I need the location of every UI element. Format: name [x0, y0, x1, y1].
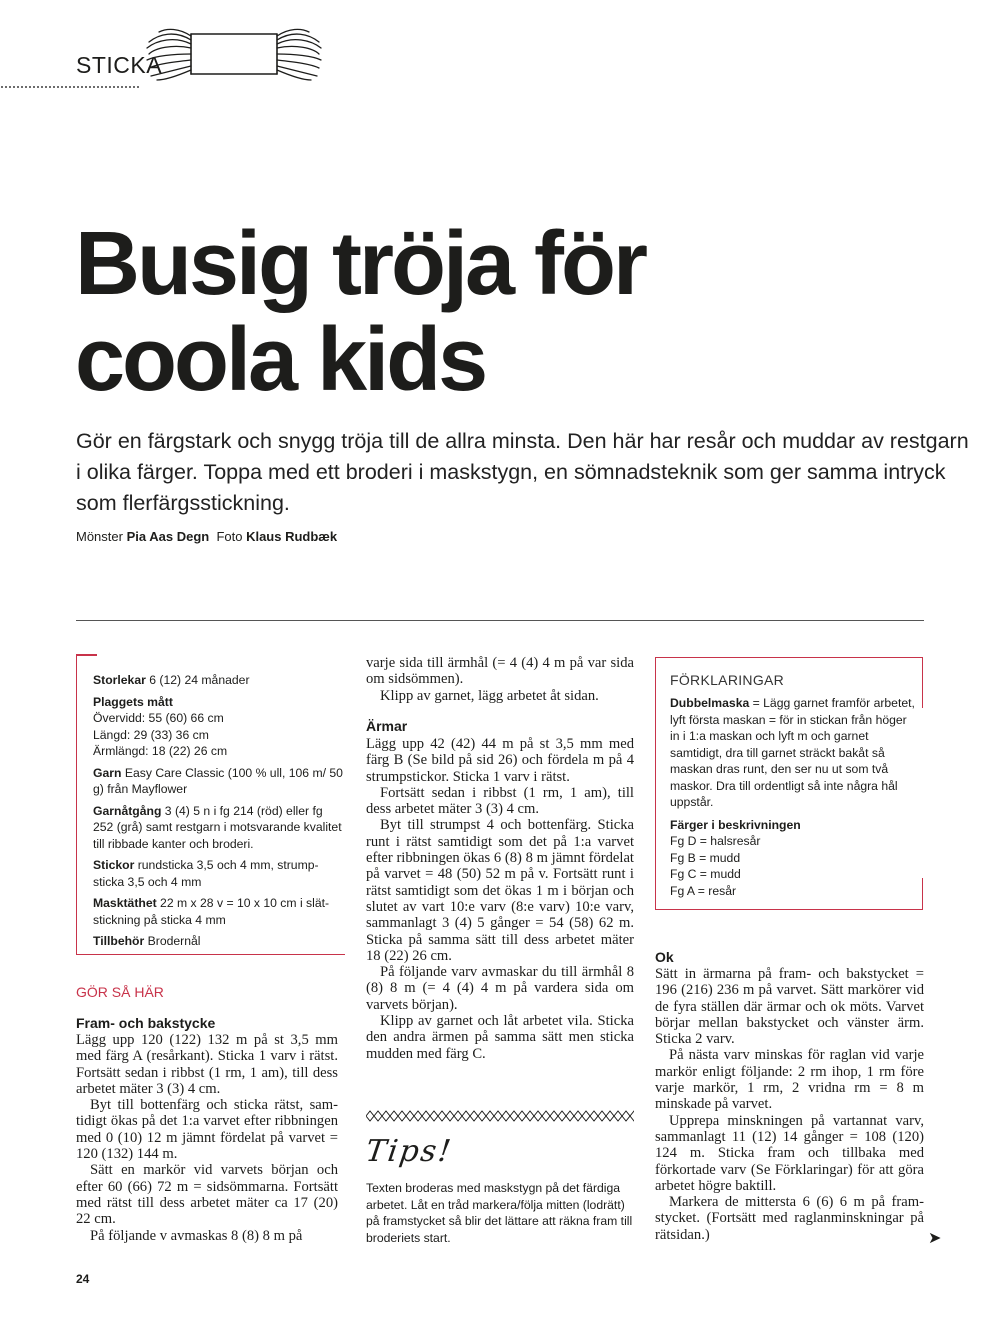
paragraph: varje sida till ärmhål (= 4 (4) 4 m på var sida om sidsömmen). [366, 655, 634, 688]
paragraph: Sätt in ärmarna på fram- och bakstycket = 196 (216) 236 m på varvet. Sätt markörer vid de fyra ställen där ärmar och ok möts. Varvet börjar mellan bakstycket och vänster ärm. Sticka 2 varv. [655, 966, 924, 1048]
zigzag-divider [366, 1109, 634, 1123]
pattern-label: Mönster [76, 529, 123, 544]
pattern-author: Pia Aas Degn [126, 529, 210, 544]
tips-text: Texten broderas med maskstygn på det färdiga arbetet. Låt en tråd markera/följa mitten (lodrätt) på framstycket så blir det lättare att räkna fram till broderiets start. [366, 1181, 633, 1245]
paragraph: Byt till bottenfärg och sticka rätst, samtidigt ökas på det 1:a varvet efter ribbningen med 0 (10) 12 m jämnt fördelat på varvet = 120 (132) 144 m. [76, 1097, 338, 1163]
credits [76, 529, 337, 544]
paragraph: Sätt en markör vid varvets början och efter 60 (66) 72 m = sidsömmarna. Fortsätt med rätst till dess arbetet mäter ca 17 (20) 22 cm. [76, 1162, 338, 1228]
spec-matt: Plaggets mått Övervidd: 55 (60) 66 cm Längd: 29 (33) 36 cm Ärmlängd: 18 (22) 26 cm [93, 694, 228, 758]
header-dotted-line [0, 85, 140, 89]
spec-stickor: Stickor rundsticka 3,5 och 4 mm, strumpsticka 3,5 och 4 mm [93, 858, 319, 889]
paragraph: På följande v avmaskas 8 (8) 8 m på [90, 1227, 303, 1244]
paragraph: På nästa varv minskas för raglan vid varje markör enligt följande: 2 rm ihop, 1 rm före varje markör, 1 rm, 2 vridna rm = 8 m minskade på varvet. [655, 1047, 924, 1113]
spec-tillbehor: Tillbehör Brodernål [93, 934, 201, 948]
forklaringar-heading: FÖRKLARINGAR [670, 672, 785, 688]
spec-box [93, 672, 343, 955]
forklaringar-box [670, 695, 915, 899]
color-c: Fg C = mudd [670, 867, 741, 881]
spec-masktathet: Masktäthet 22 m x 28 v = 10 x 10 cm i slätstickning på sticka 4 mm [93, 896, 330, 927]
photo-label: Foto [216, 529, 243, 544]
paragraph: Markera de mittersta 6 (6) 6 m på framstycket. (Fortsätt med raglanminskningar på rätsidan.) [655, 1194, 924, 1243]
spec-storlekar: Storlekar 6 (12) 24 månader [93, 673, 250, 687]
article-title [75, 216, 975, 408]
color-d: Fg D = halsresår [670, 834, 761, 848]
title-line-2: coola kids [75, 310, 486, 410]
ok-heading: Ok [655, 949, 674, 965]
farger-heading: Färger i beskrivningen [670, 817, 801, 832]
intro-text: Gör en färgstark och snygg tröja till de allra minsta. Den här har resår och muddar av restgarn i olika färger. Toppa med ett broderi i maskstygn, en sömnadsteknik som ger samma intryck som flerfärgsstickning. [76, 429, 969, 515]
yarn-skein-icon [145, 26, 323, 84]
photo-author: Klaus Rudbæk [246, 529, 338, 544]
paragraph: På följande varv avmaskar du till ärmhål 8 (8) 8 m (= 4 (4) 4 m på vardera sida om varvets början). [366, 964, 634, 1013]
continue-arrow-icon: ➤ [928, 1230, 942, 1247]
color-a: Fg A = resår [670, 883, 737, 898]
column-1-text [76, 1032, 338, 1244]
section-divider [76, 620, 924, 621]
title-line-1: Busig tröja för [75, 214, 646, 314]
column-3-text [655, 966, 924, 1243]
paragraph: Lägg upp 42 (42) 44 m på st 3,5 mm med färg B (Se bild på sid 26) och fördela m på 4 strumpstickor. Sticka 1 varv i rätst. [366, 736, 634, 785]
section-label: STICKA [76, 52, 163, 78]
column-2-top-text [366, 655, 634, 704]
paragraph: Klipp av garnet, lägg arbetet åt sidan. [380, 687, 599, 704]
dubbelmaska-definition: Dubbelmaska = Lägg garnet framför arbetet, lyft första maskan = för in stickan från höger in i 1:a maskan och lyft m och garnet samtidigt, dra till garnet sträckt bakåt så maskan dras runt, den ser nu ut som två maskor. Dra till ordentligt så inte några hål uppstår. [670, 696, 915, 809]
spec-garn: Garn Easy Care Classic (100 % ull, 106 m/ 50 g) från Mayflower [93, 765, 343, 796]
paragraph: Fortsätt sedan i ribbst (1 rm, 1 am), till dess arbetet mäter 3 (3) 4 cm. [366, 784, 634, 818]
tips-heading: Tips! [363, 1134, 455, 1169]
paragraph: Upprepa minskningen på vartannat varv, sammanlagt 11 (12) 14 gånger = 108 (120) 124 m. Sticka fram och tillbaka med förkortade varv (Se Förklaringar) för att göra arbetet högre baktill. [655, 1112, 924, 1194]
paragraph: Byt till strumpst 4 och bottenfärg. Sticka runt i rätst samtidigt som det på 1:a varvet efter ribbningen ökas 6 (8) 8 m jämnt fördelat på varvet = 48 (50) 52 m på v. Fortsätt runt i rätst samtidigt som det ökas 1 m i början och slutet av vart 10:e varv (8:e varv) 10:e varv, sammanlagt 3 (4) 5 gånger = 54 (58) 62 m. Sticka på samma sätt till dess arbetet mäter 18 (22) 26 cm. [366, 817, 634, 964]
armar-heading: Ärmar [366, 718, 408, 734]
spec-garnatgang: Garnåtgång 3 (4) 5 n i fg 214 (röd) eller fg 252 (grå) samt restgarn i motsvarande kvalitet till ribbade kanter och broderi. [93, 803, 342, 851]
paragraph: Lägg upp 120 (122) 132 m på st 3,5 mm med färg A (resårkant). Sticka 1 varv i rätst. Fortsätt sedan i ribbst (1 rm, 1 am), till dess arbetet mäter 3 (3) 4 cm. [76, 1032, 338, 1097]
page-number: 24 [76, 1272, 90, 1286]
instructions-heading: GÖR SÅ HÄR [76, 984, 164, 1000]
column-2-text [366, 736, 634, 1062]
fram-bakstycke-heading: Fram- och bakstycke [76, 1015, 216, 1031]
paragraph: Klipp av garnet och låt arbetet vila. Sticka den andra ärmen på samma sätt men sticka mudden med färg C. [366, 1013, 634, 1062]
color-b: Fg B = mudd [670, 850, 741, 865]
